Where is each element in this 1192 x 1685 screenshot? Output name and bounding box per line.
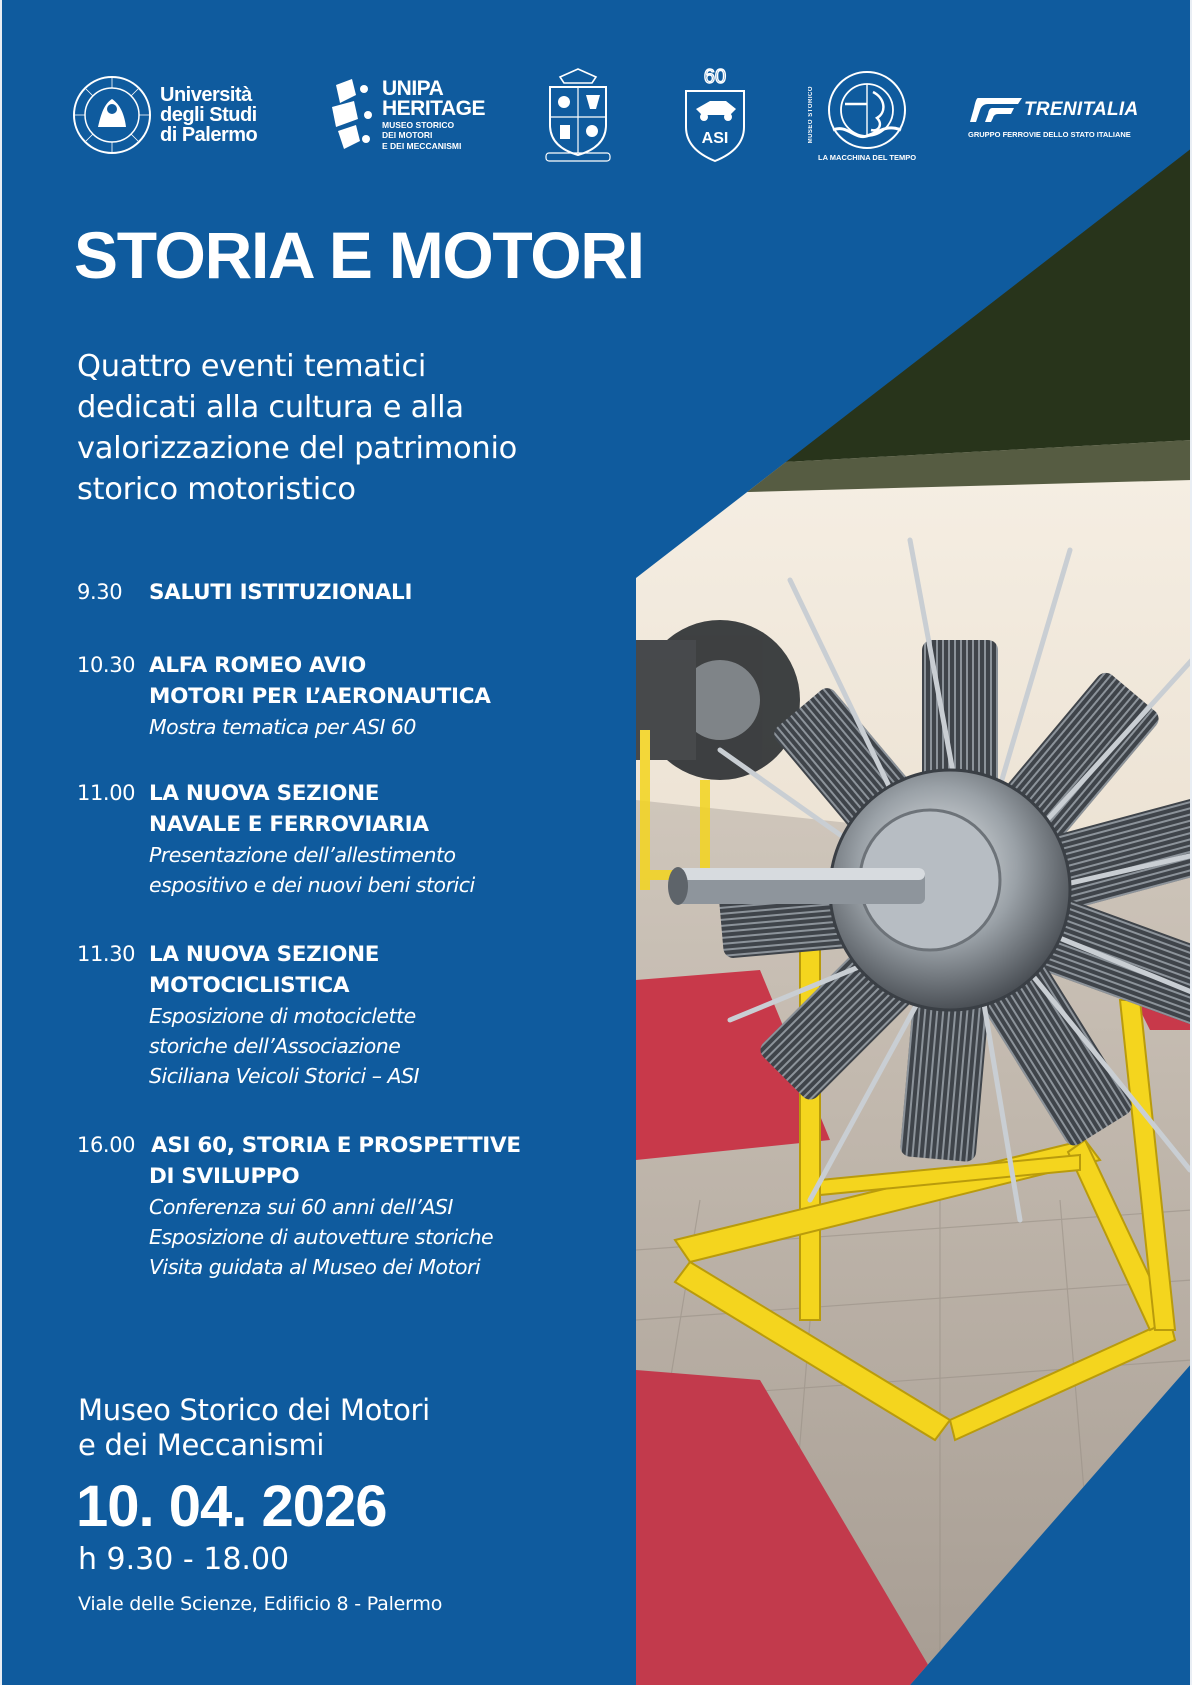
event-time: 10.30 [77, 653, 136, 677]
event-title-line: MOTOCICLISTICA [149, 973, 350, 998]
event-title-line: MOTORI PER L’AERONAUTICA [149, 684, 491, 709]
unipa-name-line3: di Palermo [160, 124, 258, 146]
event-time: 11.30 [77, 942, 136, 966]
event-title-line: LA NUOVA SEZIONE [149, 942, 380, 967]
event-title [151, 1130, 651, 1192]
venue [78, 1393, 430, 1463]
page-title: STORIA E MOTORI [74, 218, 644, 292]
partner-logos [0, 60, 1192, 170]
subtitle-line1: Quattro eventi tematici [77, 349, 427, 384]
trenitalia-name: TRENITALIA [1024, 99, 1139, 121]
alfa-bottom-text: LA MACCHINA DEL TEMPO [818, 153, 917, 163]
subtitle-line4: storico motoristico [77, 472, 356, 507]
university-seal-icon [72, 75, 152, 155]
event-desc-line: Conferenza sui 60 anni dell’ASI [149, 1195, 453, 1219]
event-desc-line: Presentazione dell’allestimento [149, 843, 456, 867]
frame-left [0, 0, 2, 1685]
event-hours: h 9.30 - 18.00 [78, 1542, 290, 1577]
crest-logo [540, 60, 616, 170]
event-date: 10. 04. 2026 [76, 1474, 387, 1539]
event-desc-line: Visita guidata al Museo dei Motori [149, 1255, 481, 1279]
heritage-sub-line1: MUSEO STORICO [382, 119, 455, 130]
event-title-line: ASI 60, STORIA E PROSPETTIVE [151, 1133, 521, 1158]
event-title [149, 650, 649, 712]
event-description [149, 840, 649, 900]
event-time: 9.30 [77, 580, 123, 604]
heritage-emblem-icon [330, 75, 376, 155]
event-title [149, 778, 649, 840]
event-title-line: LA NUOVA SEZIONE [149, 781, 380, 806]
event-title [149, 939, 649, 1001]
event-description [149, 1001, 649, 1091]
event-desc-line: storiche dell’Associazione [149, 1034, 401, 1058]
event-title [149, 577, 649, 608]
alfa-romeo-badge-icon [825, 68, 909, 152]
military-crest-icon [540, 67, 616, 163]
heritage-sub-line2: DEI MOTORI [382, 130, 433, 141]
venue-line1: Museo Storico dei Motori [78, 1393, 430, 1427]
alfa-side-text: MUSEO STORICO [808, 86, 814, 144]
heritage-name-line2: HERITAGE [382, 96, 485, 120]
trenitalia-logo [968, 60, 1139, 170]
trenitalia-logo-icon [968, 92, 1024, 128]
venue-line2: e dei Meccanismi [78, 1428, 325, 1462]
event-title-line: DI SVILUPPO [149, 1164, 300, 1189]
event-time: 11.00 [77, 781, 136, 805]
heritage-sub-line3: E DEI MECCANISMI [382, 141, 462, 152]
svg-text:60: 60 [703, 66, 727, 88]
asi-logo [680, 60, 750, 170]
event-desc-line: espositivo e dei nuovi beni storici [149, 873, 475, 897]
event-time: 16.00 [77, 1133, 136, 1157]
subtitle-line2: dedicati alla cultura e alla [77, 390, 464, 425]
unipa-name-line1: Università [160, 84, 252, 106]
subtitle-line3: valorizzazione del patrimonio [77, 431, 517, 466]
event-desc-line: Mostra tematica per ASI 60 [149, 715, 416, 739]
venue-address: Viale delle Scienze, Edificio 8 - Palermo [78, 1593, 443, 1615]
asi-60-shield-icon [680, 65, 750, 165]
event-desc-line: Esposizione di autovetture storiche [149, 1225, 494, 1249]
heritage-logo [330, 60, 485, 170]
unipa-name-line2: degli Studi [160, 104, 257, 126]
event-title-line: NAVALE E FERROVIARIA [149, 812, 429, 837]
event-title-line: ALFA ROMEO AVIO [149, 653, 366, 678]
event-description [149, 1192, 649, 1282]
event-description [149, 712, 649, 742]
heritage-name-line1: UNIPA [382, 76, 444, 100]
unipa-logo [72, 60, 257, 170]
event-title-line: SALUTI ISTITUZIONALI [149, 580, 413, 605]
svg-text:ASI: ASI [701, 130, 729, 147]
alfa-logo [808, 60, 916, 170]
trenitalia-sub: GRUPPO FERROVIE DELLO STATO ITALIANE [968, 129, 1131, 139]
event-desc-line: Esposizione di motociclette [149, 1004, 416, 1028]
event-desc-line: Siciliana Veicoli Storici – ASI [149, 1064, 420, 1088]
subtitle [77, 346, 637, 510]
